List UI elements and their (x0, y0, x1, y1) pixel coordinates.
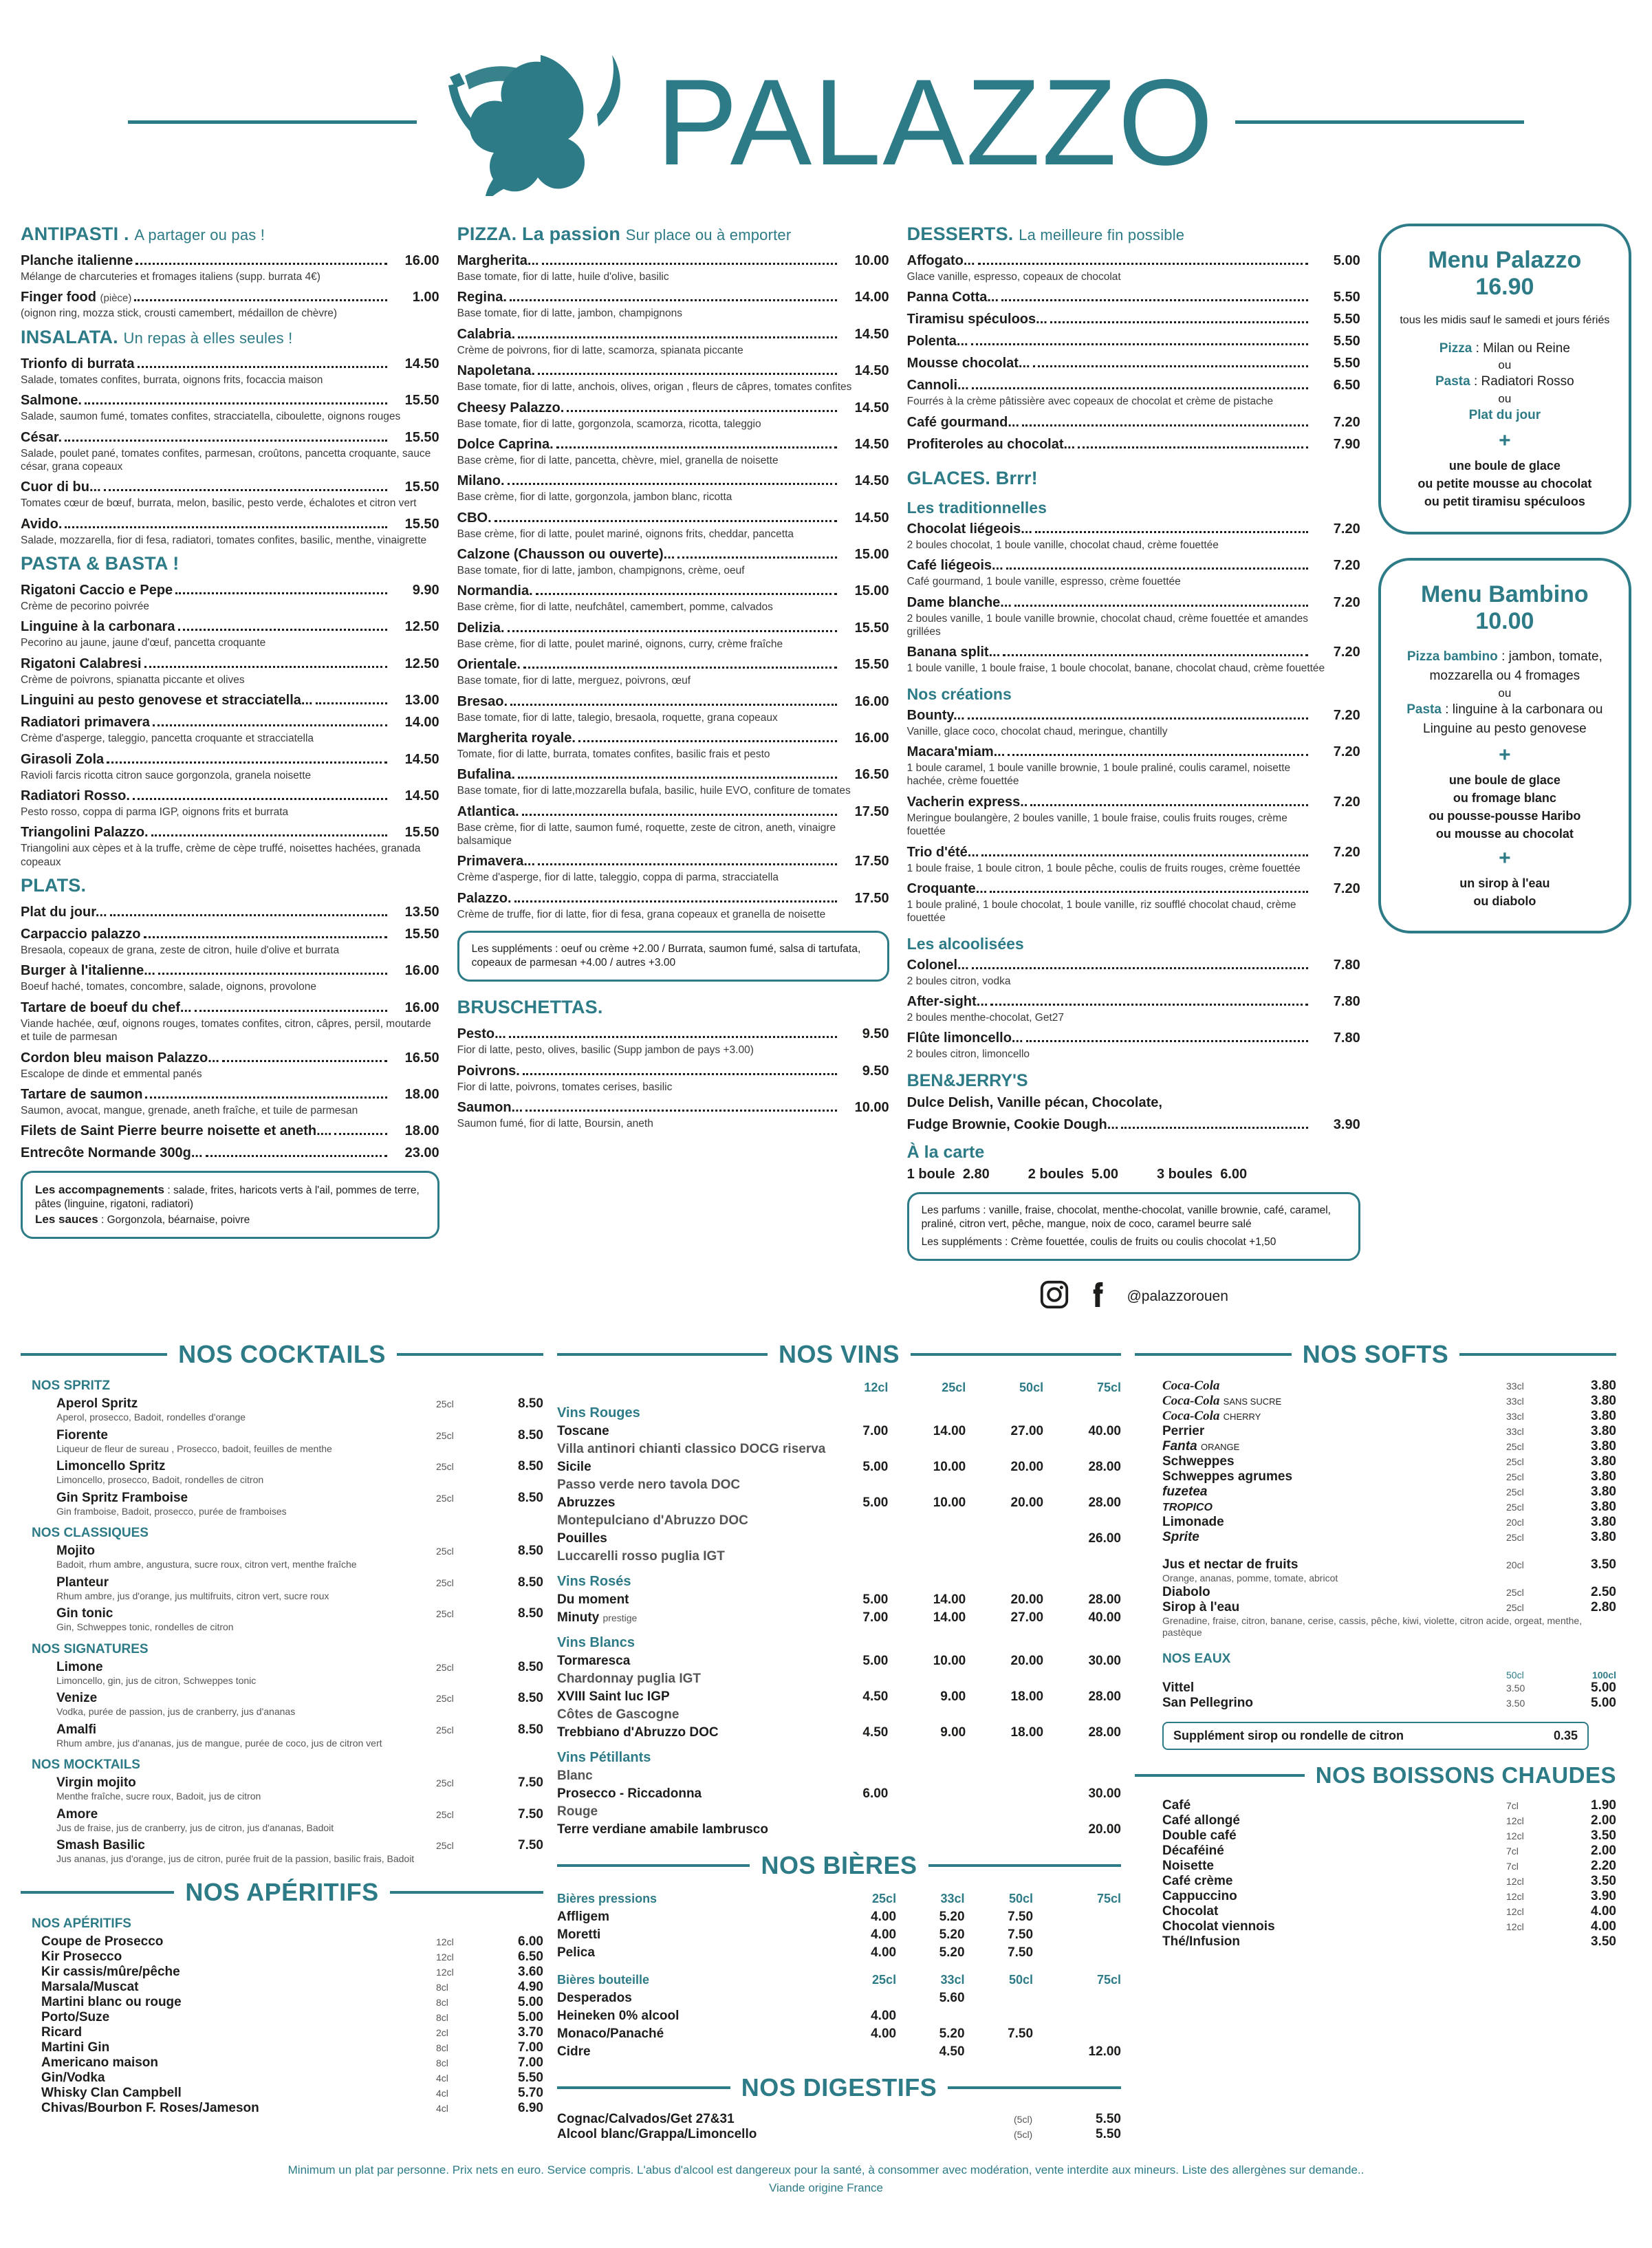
drink-row: Double café 12cl 3.50 (1162, 1828, 1616, 1843)
menu-item: Mousse chocolat... 5.50 (906, 356, 1360, 371)
menu-item: Panna Cotta... 5.50 (906, 290, 1360, 305)
table-header-row: Bières pressions 25cl 33cl 50cl 75cl (557, 1892, 1121, 1906)
menu-item: Filets de Saint Pierre beurre noisette et aneth.... 18.00 (21, 1123, 439, 1139)
glaces-carte-row: 1 boule 2.80 2 boules 5.00 3 boules 6.00 (906, 1166, 1248, 1182)
menu-item: Saumon... 10.00 Saumon fumé, fior di latte, Boursin, aneth (457, 1100, 889, 1130)
section-pasta-title: PASTA & BASTA ! (21, 553, 180, 574)
drink-row: Aperol Spritz 25cl 8.50 (56, 1396, 543, 1412)
menu-item: Radiatori Rosso. 14.50 Pesto rosso, coppa di parma IGP, oignons frits et burrata (21, 788, 439, 818)
brand-name: PALAZZO (656, 53, 1215, 191)
menu-item: Cuor di bu... 15.50 Tomates cœur de bœuf, burrata, melon, basilic, pesto verde, échalotes et citron vert (21, 479, 439, 510)
drink-row: Chivas/Bourbon F. Roses/Jameson 4cl 6.90 (41, 2100, 543, 2115)
menu-item: Flûte limoncello... 7.80 2 boules citron, limoncello (906, 1030, 1360, 1061)
table-row: Affligem 4.00 5.20 7.50 (557, 1910, 1034, 1925)
menu-item: Bounty... 7.20 Vanille, glace coco, chocolat chaud, meringue, chantilly (906, 707, 1360, 737)
group-title: NOS SIGNATURES (32, 1641, 149, 1656)
menu-item: Regina. 14.00 Base tomate, fior di latte, jambon, champignons (457, 290, 889, 320)
drink-row: Limoncello Spritz 25cl 8.50 (56, 1459, 543, 1474)
menu-item: Dulce Delish, Vanille pécan, Chocolate, (906, 1094, 1162, 1110)
drink-row: Cappuccino 12cl 3.90 (1162, 1888, 1616, 1903)
glaces-carte-title: À la carte (906, 1142, 985, 1162)
drink-row: Americano maison 8cl 7.00 (41, 2055, 543, 2070)
item-price: 1.00 (412, 290, 439, 305)
menu-item: César. 15.50 Salade, poulet pané, tomates confites, parmesan, croûtons, pancetta croquante, sauce césar, grana copeaux (21, 429, 439, 473)
accompagnements-box: Les accompagnements : salade, frites, haricots verts à l'ail, pommes de terre, pâtes (linguine, rigatoni, radiatori) Les sauces : Gorgonzola, béarnaise, poivre (21, 1171, 439, 1238)
bieres-heading: NOS BIÈRES (557, 1851, 1121, 1880)
aperitifs-heading: NOS APÉRITIFS (21, 1878, 543, 1907)
menu-item: Margherita royale. 16.00 Tomate, fior di latte, burrata, tomates confites, basilic frais et pesto (457, 730, 889, 760)
glaces-trad-title: Les traditionnelles (906, 498, 1047, 517)
menu-item: Café liégeois... 7.20 Café gourmand, 1 boule vanille, espresso, crème fouettée (906, 558, 1360, 588)
column-cocktails: NOS COCKTAILS NOS SPRITZ Aperol Spritz 25cl 8.50 Aperol, prosecco, Badoit, rondelles d'orange Fiorente 25cl 8.50 Liqueur de fleur de sureau , Prosecco, badoit, feuilles de menthe Limoncello Spritz 25cl 8.50 Limoncello, prosecco, Badoit, rondelles de citron Gin Spritz Framboise 25cl 8.50 Gin framboise, Badoit, prosecco, purée de framboises NOS CLASSIQUES Mojito 25cl 8.50 Badoit, rhum ambre, angustura, sucre roux, citron vert, menthe fraîche Planteur 25cl 8.50 Rhum ambre, jus d'orange, jus multifruits, citron vert, sucre roux Gin tonic 25cl 8.50 Gin, Schweppes tonic, rondelles de citron NOS SIGNATURES Limone 25cl 8.50 Limoncello, gin, jus de citron, Schweppes tonic Venize 25cl 8.50 Vodka, purée de passion, jus de cranberry, jus d'ananas Amalfi 25cl 8.50 Rhum ambre, jus d'ananas, jus de mangue, purée de coco, jus de citron vert NOS MOCKTAILS Virgin mojito 25cl 7.50 Menthe fraîche, sucre roux, Badoit, jus de citron Amore 25cl 7.50 Jus de fraise, jus de cranberry, jus de citron, jus d'ananas, Badoit Smash Basilic 25cl 7.50 Jus ananas, jus d'orange, jus de citron, purée fruit de la passion, basilic frais, Badoit NOS APÉRITIFS NOS APÉRITIFS Coupe de Prosecco 12cl 6.00 Kir Prosecco 12cl 6.50 Kir cassis/mûre/pêche 12cl 3.60 Marsala/Muscat 8cl 4.90 Martini blanc ou rouge 8cl 5.00 Porto/Suze 8cl 5.00 Ricard 2cl 3.70 Martini Gin 8cl 7.00 Americano maison 8cl 7.00 Gin/Vodka 4cl 5.50 Whisky Clan Campbell 4cl 5.70 Chivas/Bourbon F. Roses/Jameson 4cl 6.90 (21, 1328, 543, 2116)
table-row: Terre verdiane amabile lambrusco 20.00 (557, 1822, 1121, 1837)
vins-heading: NOS VINS (557, 1340, 1121, 1369)
menu-item: Chocolat liégeois... 7.20 2 boules chocolat, 1 boule vanille, chocolat chaud, crème fouettée (906, 521, 1360, 551)
table-row: Prosecco - Riccadonna 6.00 30.00 (557, 1786, 1121, 1802)
menu-item: Linguine à la carbonara 12.50 Pecorino au jaune, jaune d'œuf, pancetta croquante (21, 619, 439, 649)
menu-item: Rigatoni Caccio e Pepe 9.90 Crème de pecorino poivrée (21, 583, 439, 612)
menu-item: Triangolini Palazzo. 15.50 Triangolini aux cèpes et à la truffe, crème de cèpe truffé, noisettes hachées, granada copeaux (21, 825, 439, 868)
table-row: XVIII Saint luc IGP 4.50 9.00 18.00 28.00 (557, 1689, 1121, 1705)
table-header-row: 50cl 100cl (1506, 1669, 1616, 1680)
drink-row: San Pellegrino 3.50 5.00 (1162, 1695, 1616, 1710)
table-row: Moretti 4.00 5.20 7.50 (557, 1927, 1034, 1943)
menu-item: Margherita... 10.00 Base tomate, fior di latte, huile d'olive, basilic (457, 253, 889, 283)
menu-item: Banana split... 7.20 1 boule vanille, 1 boule fraise, 1 boule chocolat, banane, chocolat chaud, crème fouettée (906, 645, 1360, 675)
drink-row: Thé/Infusion 3.50 (1162, 1934, 1616, 1949)
table-row: Desperados 5.60 (557, 1991, 965, 2006)
section-desserts-title: DESSERTS. La meilleure fin possible (906, 224, 1185, 244)
header-rule-right (1235, 120, 1524, 124)
drink-row: Porto/Suze 8cl 5.00 (41, 2009, 543, 2024)
drink-row: fuzetea 25cl 3.80 (1162, 1484, 1616, 1500)
drink-row: Whisky Clan Campbell 4cl 5.70 (41, 2085, 543, 2100)
header-rule-left (128, 120, 417, 124)
section-bruschettas-title: BRUSCHETTAS. (457, 997, 603, 1018)
table-row: Pelica 4.00 5.20 7.50 (557, 1945, 1034, 1960)
table-subrow: Luccarelli rosso puglia IGT (557, 1549, 725, 1564)
menu-item: Linguini au pesto genovese et stracciatella... 13.00 (21, 693, 439, 709)
table-row: Sicile 5.00 10.00 20.00 28.00 (557, 1460, 1121, 1475)
drink-row: Noisette 7cl 2.20 (1162, 1858, 1616, 1873)
drink-row: Venize 25cl 8.50 (56, 1691, 543, 1706)
drink-row: Kir Prosecco 12cl 6.50 (41, 1949, 543, 1964)
menu-item: Primavera... 17.50 Crème d'asperge, fior di latte, taleggio, coppa di parma, stracciatella (457, 854, 889, 884)
drink-row: Limone 25cl 8.50 (56, 1659, 543, 1674)
column-desserts (907, 224, 1360, 1321)
digestifs-heading: NOS DIGESTIFS (557, 2073, 1121, 2102)
menu-item: Profiteroles au chocolat... 7.90 (906, 436, 1360, 452)
menu-item: Tiramisu spéculoos... 5.50 (906, 312, 1360, 327)
table-subrow: Rouge (557, 1804, 598, 1819)
drink-row: Ricard 2cl 3.70 (41, 2024, 543, 2040)
menu-item: Fudge Brownie, Cookie Dough... 3.90 (906, 1116, 1360, 1132)
table-row: Pouilles 26.00 (557, 1531, 1121, 1546)
instagram-icon[interactable] (1039, 1279, 1070, 1314)
table-row: Abruzzes 5.00 10.00 20.00 28.00 (557, 1495, 1121, 1511)
drink-row: Café allongé 12cl 2.00 (1162, 1813, 1616, 1828)
menu-item: Macara'miam... 7.20 1 boule caramel, 1 boule vanille brownie, 1 boule praliné, coulis caramel, noisette hachée, crème fouettée (906, 744, 1360, 788)
table-subrow: Montepulciano d'Abruzzo DOC (557, 1513, 748, 1528)
table-row: Cidre 4.50 12.00 (557, 2044, 1121, 2060)
pizza-supplements-box: Les suppléments : oeuf ou crème +2.00 / Burrata, saumon fumé, salsa di tartufata, copeaux de parmesan +4.00 / autres +3.00 (457, 931, 889, 982)
menu-item: Burger à l'italienne... 16.00 Boeuf haché, tomates, concombre, salade, oignons, provolone (21, 963, 439, 993)
menu-item: Trionfo di burrata 14.50 Salade, tomates confites, burrata, oignons frits, focaccia maison (21, 356, 439, 386)
menu-item: Atlantica. 17.50 Base crème, fior di latte, saumon fumé, roquette, zeste de citron, aneth, vinaigre balsamique (457, 803, 889, 847)
menu-item: Girasoli Zola 14.50 Ravioli farcis ricotta citron sauce gorgonzola, granela noisette (21, 751, 439, 781)
footer-legal: Minimum un plat par personne. Prix nets en euro. Service compris. L'abus d'alcool est dangereux pour la santé, à consommer avec modération, vente interdite aux mineurs. Liste des allergènes sur demande.. (287, 2163, 1365, 2177)
drink-row: Virgin mojito 25cl 7.50 (56, 1775, 543, 1791)
menu-item: After-sight... 7.80 2 boules menthe-chocolat, Get27 (906, 994, 1360, 1024)
drink-row: Coupe de Prosecco 12cl 6.00 (41, 1934, 543, 1949)
drink-row: Fanta ORANGE 25cl 3.80 (1162, 1439, 1616, 1454)
drink-row: Coca-Cola CHERRY 33cl 3.80 (1162, 1409, 1616, 1424)
menu-item: Bufalina. 16.50 Base tomate, fior di latte,mozzarella bufala, basilic, huile EVO, confiture de tomates (457, 767, 889, 797)
table-subrow: Villa antinori chianti classico DOCG riserva (557, 1442, 826, 1457)
table-row: Tormaresca 5.00 10.00 20.00 30.00 (557, 1654, 1121, 1669)
softs-heading: NOS SOFTS (1135, 1340, 1616, 1369)
menu-item: Tartare de saumon 18.00 Saumon, avocat, mangue, grenade, aneth fraîche, et tuile de parmesan (21, 1086, 439, 1116)
column-pizza (457, 224, 889, 1137)
column-softs: NOS SOFTS Coca-Cola 33cl 3.80 Coca-Cola SANS SUCRE 33cl 3.80 Coca-Cola CHERRY 33cl 3.80 Perrier 33cl 3.80 Fanta ORANGE 25cl 3.80 Schweppes 25cl 3.80 Schweppes agrumes 25cl 3.80 fuzetea 25cl 3.80 TROPICO 25cl 3.80 Limonade 20cl 3.80 Sprite 25cl 3.80 Jus et nectar de fruits 20cl 3.50 Orange, ananas, pomme, tomate, abricot Diabolo 25cl 2.50 Sirop à l'eau 25cl 2.80 Grenadine, fraise, citron, banane, cerise, cassis, pêche, kiwi, violette, citron acide, orgeat, menthe, pastèque NOS EAUX 50cl 100cl Vittel 3.50 5.00 San Pellegrino 3.50 5.00 Supplément sirop ou rondelle de citron 0.35 NOS BOISSONS CHAUDES Café 7cl 1.90 Café allongé 12cl 2.00 Double café 12cl 3.50 Décaféiné 7cl 2.00 Noisette 7cl 2.20 Café crème 12cl 3.50 Cappuccino 12cl 3.90 Chocolat 12cl 4.00 Chocolat viennois 12cl 4.00 Thé/Infusion 3.50 (1135, 1328, 1616, 1949)
group-title: NOS APÉRITIFS (32, 1916, 131, 1931)
menu-item: Café gourmand... 7.20 (906, 414, 1360, 430)
table-subrow: Passo verde nero tavola DOC (557, 1478, 741, 1493)
glaces-notes-box (907, 1192, 1360, 1261)
logo (437, 48, 1215, 196)
menu-item: Vacherin express.. 7.20 Meringue boulangère, 2 boules vanille, 1 boule fraise, coulis fruits rouges, crème fouettée (906, 794, 1360, 838)
drink-row: Café 7cl 1.90 (1162, 1797, 1616, 1813)
table-subrow: Côtes de Gascogne (557, 1707, 680, 1722)
drink-row: Alcool blanc/Grappa/Limoncello (5cl) 5.50 (557, 2127, 1121, 2142)
glaces-benjerrys-title: BEN&JERRY'S (906, 1070, 1028, 1090)
drink-row: Martini blanc ou rouge 8cl 5.00 (41, 1994, 543, 2009)
drink-row: Gin tonic 25cl 8.50 (56, 1606, 543, 1621)
menu-item: Colonel... 7.80 2 boules citron, vodka (906, 957, 1360, 987)
drink-row: Jus et nectar de fruits 20cl 3.50 (1162, 1557, 1616, 1572)
item-price: 16.00 (404, 253, 439, 268)
drink-row: Mojito 25cl 8.50 (56, 1544, 543, 1559)
drink-row: Smash Basilic 25cl 7.50 (56, 1838, 543, 1853)
drink-row: Vittel 3.50 5.00 (1162, 1680, 1616, 1695)
drink-row: Diabolo 25cl 2.50 (1162, 1584, 1616, 1599)
menu-item: CBO. 14.50 Base crème, fior di latte, poulet mariné, oignons frits, cheddar, pancetta (457, 510, 889, 540)
drink-row: Gin Spritz Framboise 25cl 8.50 (56, 1490, 543, 1505)
glaces-creations-title: Nos créations (906, 684, 1012, 703)
menu-item: Calzone (Chausson ou ouverte)... 15.00 Base tomate, fior di latte, jambon, champignons, crème, oeuf (457, 547, 889, 576)
menu-item: Trio d'été... 7.20 1 boule fraise, 1 boule citron, 1 boule pêche, coulis de fruits rouges, crème fouettée (906, 844, 1360, 874)
column-menus (1378, 224, 1631, 957)
menu-palazzo-card: Menu Palazzo 16.90 tous les midis sauf le samedi et jours fériés Pizza : Milan ou Reine ou Pasta : Radiatori Rosso ou Plat du jour + une boule de glace ou petite mousse au chocolat ou petit tiramisu spéculoos (1378, 224, 1631, 534)
item-desc: (oignon ring, mozza stick, crousti camembert, médaillon de chèvre) (21, 307, 338, 320)
menu-item: Finger food (pièce) 1.00 (oignon ring, mozza stick, crousti camembert, médaillon de chèvre) (21, 290, 439, 320)
glaces-parfums: Les parfums : vanille, fraise, chocolat, menthe-chocolat, vanille brownie, café, caramel, praliné, citron vert, pêche, mangue, noix de coco, caramel beurre salé (921, 1204, 1331, 1230)
menu-bambino-card: Menu Bambino 10.00 Pizza bambino : jambon, tomate, mozzarella ou 4 fromages ou Pasta : linguine à la carbonara ou Linguine au pesto genovese + une boule de glace ou fromage blanc ou pousse-pousse Haribo ou mousse au chocolat + un sirop à l'eau ou diabolo (1378, 558, 1631, 934)
facebook-icon[interactable] (1083, 1279, 1114, 1314)
menu-item: Dame blanche... 7.20 2 boules vanille, 1 boule vanille brownie, chocolat chaud, crème fouettée et amandes grillées (906, 594, 1360, 638)
drink-row: Perrier 33cl 3.80 (1162, 1424, 1616, 1439)
drink-row: Gin/Vodka 4cl 5.50 (41, 2070, 543, 2085)
drink-row: Martini Gin 8cl 7.00 (41, 2040, 543, 2055)
menu-item: Poivrons. 9.50 Fior di latte, poivrons, tomates cerises, basilic (457, 1063, 889, 1093)
social-handle: @palazzorouen (1127, 1288, 1228, 1304)
table-row: Heineken 0% alcool 4.00 (557, 2009, 897, 2024)
table-category-row: Vins Pétillants (557, 1750, 651, 1766)
menu-item: Cordon bleu maison Palazzo... 16.50 Escalope de dinde et emmental panés (21, 1050, 439, 1080)
table-row: Du moment 5.00 14.00 20.00 28.00 (557, 1592, 1121, 1608)
table-row: Toscane 7.00 14.00 27.00 40.00 (557, 1424, 1121, 1439)
social-links (907, 1279, 1360, 1314)
drink-row: Kir cassis/mûre/pêche 12cl 3.60 (41, 1964, 543, 1979)
menu-item: Avido. 15.50 Salade, mozzarella, fior di fesa, radiatori, tomates confites, basilic, menthe, vinaigrette (21, 516, 439, 546)
menu-item: Napoletana. 14.50 Base tomate, fior di latte, anchois, olives, origan , fleurs de câpres, tomates confites (457, 363, 889, 393)
item-name: Planche italienne (21, 253, 133, 268)
menu-item: Salmone. 15.50 Salade, saumon fumé, tomates confites, stracciatella, ciboulette, oignons rouges (21, 393, 439, 423)
menu-top-columns (0, 224, 1652, 1321)
softs-supplement-box: Supplément sirop ou rondelle de citron 0.35 (1162, 1722, 1589, 1750)
menu-item: Plat du jour... 13.50 (21, 905, 439, 920)
section-glaces-title: GLACES. Brrr! (906, 467, 1038, 488)
table-category-row: Vins Rosés (557, 1574, 631, 1590)
table-category-row: Vins Blancs (557, 1635, 635, 1651)
table-header-row: 12cl 25cl 50cl 75cl (864, 1381, 1121, 1395)
section-plats-title: PLATS. (21, 875, 87, 896)
drinks-section (0, 1321, 1652, 2142)
drink-row: TROPICO 25cl 3.80 (1162, 1500, 1616, 1515)
section-antipasti-title: ANTIPASTI . A partager ou pas ! (21, 224, 265, 244)
group-title: NOS CLASSIQUES (32, 1526, 149, 1541)
menu-item: Rigatoni Calabresi 12.50 Crème de poivrons, spianatta piccante et olives (21, 656, 439, 686)
menu-item: Normandia. 15.00 Base crème, fior di latte, neufchâtel, camembert, pomme, calvados (457, 583, 889, 614)
cupid-icon (437, 48, 644, 196)
drink-row: Amalfi 25cl 8.50 (56, 1722, 543, 1737)
drink-row: Planteur 25cl 8.50 (56, 1575, 543, 1590)
menu-item: Calabria. 14.50 Crème de poivrons, fior di latte, scamorza, spianata piccante (457, 326, 889, 356)
menu-item: Bresao. 16.00 Base tomate, fior di latte, talegio, bresaola, roquette, grana copeaux (457, 693, 889, 724)
chaudes-heading: NOS BOISSONS CHAUDES (1135, 1762, 1616, 1788)
menu-item: Cannoli... 6.50 Fourrés à la crème pâtissière avec copeaux de chocolat et crème de pistache (906, 378, 1360, 408)
drink-row: Schweppes 25cl 3.80 (1162, 1454, 1616, 1469)
drink-row: Sirop à l'eau 25cl 2.80 (1162, 1599, 1616, 1614)
column-food-left (21, 224, 439, 1239)
table-subrow: Blanc (557, 1769, 593, 1784)
table-row: Monaco/Panaché 4.00 5.20 7.50 (557, 2027, 1034, 2042)
menu-item: Croquante... 7.20 1 boule praliné, 1 boule chocolat, 1 boule vanille, riz soufflé chocolat chaud, crème fouettée (906, 880, 1360, 925)
vins-table (557, 1379, 1121, 1839)
drink-row: Marsala/Muscat 8cl 4.90 (41, 1979, 543, 1994)
table-subrow: Chardonnay puglia IGT (557, 1672, 702, 1687)
group-title: NOS MOCKTAILS (32, 1758, 140, 1773)
group-title: NOS EAUX (1162, 1651, 1231, 1666)
menu-item: Palazzo. 17.50 Crème de truffe, fior di latte, fior di fesa, grana copeaux et granella de noisette (457, 890, 889, 920)
drink-row: Sprite 25cl 3.80 (1162, 1530, 1616, 1545)
menu-item: Pesto... 9.50 Fior di latte, pesto, olives, basilic (Supp jambon de pays +3.00) (457, 1026, 889, 1057)
menu-item: Tartare de boeuf du chef... 16.00 Viande hachée, œuf, oignons rouges, tomates confites, citron, câpres, persil, moutarde et tuile de parmesan (21, 999, 439, 1044)
table-row: Trebbiano d'Abruzzo DOC 4.50 9.00 18.00 28.00 (557, 1725, 1121, 1740)
drink-row: Schweppes agrumes 25cl 3.80 (1162, 1469, 1616, 1484)
group-title: NOS SPRITZ (32, 1379, 111, 1394)
column-wines (557, 1328, 1121, 2142)
drink-row: Cognac/Calvados/Get 27&31 (5cl) 5.50 (557, 2112, 1121, 2127)
menu-item: Cheesy Palazzo. 14.50 Base tomate, fior di latte, gorgonzola, scamorza, ricotta, taleggio (457, 400, 889, 430)
menu-item: Orientale. 15.50 Base tomate, fior di latte, merguez, poivrons, œuf (457, 657, 889, 687)
glaces-supplements: Les suppléments : Crème fouettée, coulis de fruits ou coulis chocolat +1,50 (921, 1236, 1276, 1249)
menu-item: Milano. 14.50 Base crème, fior di latte, gorgonzola, jambon blanc, ricotta (457, 473, 889, 504)
bieres-table (557, 1890, 1121, 2061)
menu-item: Delizia. 15.50 Base crème, fior di latte, poulet mariné, oignons, curry, crème fraîche (457, 620, 889, 650)
footer (0, 2142, 1652, 2214)
header (0, 0, 1652, 224)
cocktails-heading: NOS COCKTAILS (21, 1340, 543, 1369)
drink-row: Chocolat viennois 12cl 4.00 (1162, 1919, 1616, 1934)
menu-item: Polenta... 5.50 (906, 334, 1360, 349)
menu-item: Dolce Caprina. 14.50 Base crème, fior di latte, pancetta, chèvre, miel, granella de noisette (457, 436, 889, 466)
drink-row: Fiorente 25cl 8.50 (56, 1427, 543, 1442)
table-category-row: Vins Rouges (557, 1405, 640, 1421)
menu-item: Affogato... 5.00 Glace vanille, espresso, copeaux de chocolat (906, 253, 1360, 283)
section-pizza-title: PIZZA. La passion Sur place ou à emporter (457, 224, 792, 244)
menu-item: Carpaccio palazzo 15.50 Bresaola, copeaux de grana, zeste de citron, huile d'olive et burrata (21, 927, 439, 956)
table-header-row: Bières bouteille 25cl 33cl 50cl 75cl (557, 1973, 1121, 1987)
glaces-alco-title: Les alcoolisées (906, 934, 1024, 953)
drink-row: Chocolat 12cl 4.00 (1162, 1903, 1616, 1919)
section-insalata-title: INSALATA. Un repas à elles seules ! (21, 326, 293, 347)
menu-item: Entrecôte Normande 300g... 23.00 (21, 1145, 439, 1161)
menu-item: Radiatori primavera 14.00 Crème d'asperge, taleggio, pancetta croquante et stracciatella (21, 715, 439, 745)
drink-row: Coca-Cola SANS SUCRE 33cl 3.80 (1162, 1394, 1616, 1409)
drink-row: Coca-Cola 33cl 3.80 (1162, 1379, 1616, 1394)
drink-row: Décaféiné 7cl 2.00 (1162, 1843, 1616, 1858)
drink-row: Limonade 20cl 3.80 (1162, 1515, 1616, 1530)
menu-item (21, 253, 439, 283)
table-row: Minuty prestige 7.00 14.00 27.00 40.00 (557, 1610, 1121, 1625)
footer-origin: Viande origine France (768, 2181, 883, 2194)
drink-row: Amore 25cl 7.50 (56, 1806, 543, 1822)
drink-row: Café crème 12cl 3.50 (1162, 1873, 1616, 1888)
item-name: Finger food (21, 290, 96, 305)
item-desc: Mélange de charcuteries et fromages italiens (supp. burrata 4€) (21, 271, 320, 283)
